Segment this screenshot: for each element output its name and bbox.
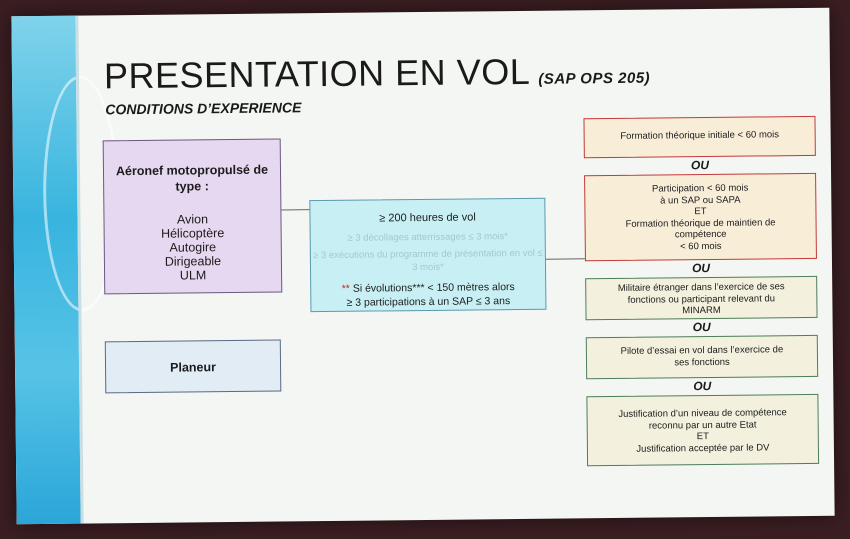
condition-text: Justification d’un niveau de compétence reconnu par un autre Etat ET Justification acceptée par le DV	[618, 407, 787, 455]
decorative-side-band	[11, 16, 80, 525]
connector-line	[546, 258, 585, 259]
or-separator: OU	[691, 260, 711, 276]
evolution-condition	[311, 281, 545, 296]
title-reference: (SAP OPS 205)	[538, 69, 651, 88]
or-separator: OU	[693, 378, 712, 394]
asterisk-marker: **	[341, 282, 350, 295]
planeur-box: Planeur	[105, 339, 282, 393]
slide-subtitle: CONDITIONS D’EXPERIENCE	[105, 99, 302, 118]
condition-box	[583, 116, 815, 158]
condition-text: Militaire étranger dans l’exercice de ses fonctions ou participant relevant du MINARM	[617, 281, 785, 317]
experience-box	[309, 198, 546, 312]
aircraft-type-list	[104, 211, 281, 283]
takeoff-requirement: ≥ 3 décollages atterrissages ≤ 3 mois*	[347, 231, 508, 244]
execution-requirement: ≥ 3 exécutions du programme de présentation en vol ≤ 3 mois*	[313, 247, 543, 274]
title-text: PRESENTATION EN VOL	[103, 50, 531, 97]
condition-text: Formation théorique initiale < 60 mois	[620, 129, 780, 142]
aircraft-type-item: Avion	[176, 212, 209, 227]
aircraft-type-item: Hélicoptère	[160, 226, 225, 241]
aircraft-type-item: ULM	[179, 268, 207, 283]
evolution-text: Si évolutions*** < 150 mètres alors	[352, 281, 515, 295]
aeronef-heading: Aéronef motopropulsé de type :	[115, 162, 269, 194]
condition-box	[585, 276, 817, 320]
conditions-column	[583, 116, 819, 466]
participation-requirement: ≥ 3 participations à un SAP ≤ 3 ans	[346, 295, 511, 309]
slide-title	[104, 50, 650, 98]
condition-box	[586, 335, 818, 379]
condition-box	[586, 394, 819, 466]
aeronef-box	[103, 138, 283, 294]
hours-requirement: ≥ 200 heures de vol	[379, 211, 476, 225]
aircraft-type-item: Autogire	[169, 240, 217, 255]
condition-box	[584, 173, 817, 261]
condition-text: Pilote d’essai en vol dans l’exercice de ses fonctions	[620, 344, 784, 368]
connector-line	[281, 209, 309, 210]
or-separator: OU	[690, 158, 710, 173]
aircraft-type-item: Dirigeable	[164, 254, 222, 269]
or-separator: OU	[692, 319, 711, 335]
slide	[11, 8, 834, 525]
condition-text: Participation < 60 mois à un SAP ou SAPA ET Formation théorique de maintien de compétence < 60 mois	[625, 182, 776, 252]
